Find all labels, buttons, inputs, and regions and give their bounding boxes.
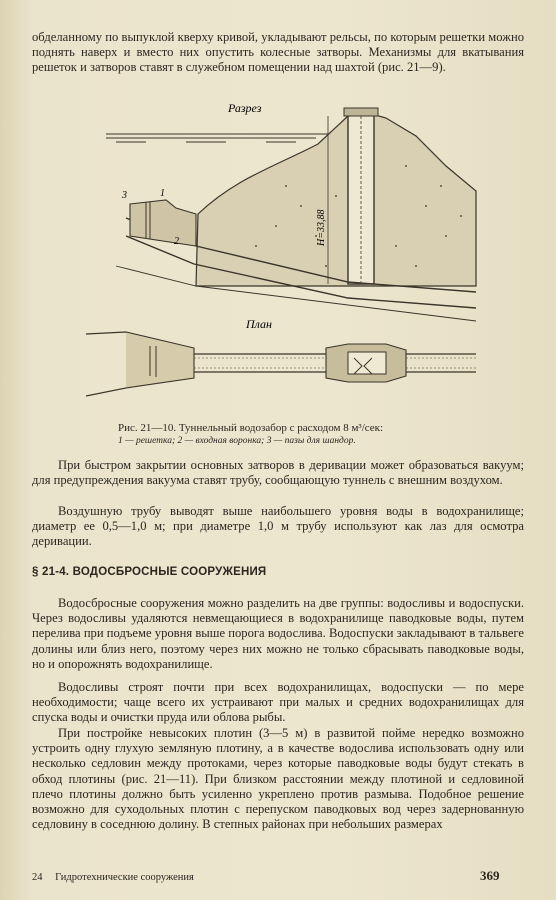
figure-tunnel-intake [86, 96, 486, 416]
height-label: H=33,88 [316, 209, 327, 246]
signature-title: Гидротехнические сооружения [55, 872, 194, 883]
section-heading: § 21-4. ВОДОСБРОСНЫЕ СООРУЖЕНИЯ [32, 566, 267, 578]
plan-view [86, 332, 476, 396]
section-paragraph-1: Водосбросные сооружения можно разделить на две группы: водосливы и водоспуски. Через водосливы удаляются невмещающиеся в водохранилище паводковые воды, путем перелива при подъеме уровня выше порога водослива. Водоспуски закладывают в тальвеге долины или близ него, поэтому через них можно не только сбрасывать паводковые воды, но и опорожнять водохранилище. [32, 596, 524, 671]
signature-line [32, 872, 194, 883]
figure-caption [118, 422, 478, 448]
marker-1: 1 [160, 188, 165, 199]
page-number: 369 [480, 868, 500, 883]
section-paragraph-3: При постройке невысоких плотин (3—5 м) в развитой пойме нередко возможно устроить одну глухую земляную плотину, а в качестве водослива использовать одну или несколько седловин между протоками, через которые паводковые воды будут стекать в обход плотины (рис. 21—11). При близком расстоянии между плотиной и седловиной плечо плотины должно быть усиленно укреплено против размыва. Подобное решение возможно для суходольных плотин с перепуском паводковых вод через задернованную седловину в соседнюю долину. В степных районах при небольших размерах [32, 726, 524, 832]
figure-drawing [86, 96, 486, 416]
signature-number: 24 [32, 872, 43, 883]
caption-legend: 1 — решетка; 2 — входная воронка; 3 — пазы для шандор. [118, 436, 356, 446]
intake-funnel [130, 200, 196, 246]
plan-label: План [246, 317, 272, 331]
water-surface [106, 134, 336, 142]
rock-mass [196, 110, 476, 286]
marker-3: 3 [122, 190, 127, 201]
marker-2: 2 [174, 236, 179, 247]
intro-paragraph: обделанному по выпуклой кверху кривой, укладывают рельсы, по которым решетки можно поднять наверх и вместо них опустить колесные затворы. Механизмы для вкатывания решеток и затворов ставят в служебном помещении над шахтой (рис. 21—9). [32, 30, 524, 75]
paragraph-air-pipe: Воздушную трубу выводят выше наибольшего уровня воды в водохранилище; диаметр ее 0,5—1,0 м; при диаметре 1,0 м трубу используют как лаз для осмотра деривации. [32, 504, 524, 549]
caption-title: Рис. 21—10. Туннельный водозабор с расходом 8 м³/сек: [118, 422, 384, 434]
section-label: Разрез [228, 101, 262, 115]
section-paragraph-2: Водосливы строят почти при всех водохранилищах, водоспуски — по мере необходимости; чаще всего их устраивают при малых и средних водохранилищах для спуска воды и очистки пруда или облова рыбы. [32, 680, 524, 725]
paragraph-vacuum: При быстром закрытии основных затворов в деривации может образоваться вакуум; для предупреждения вакуума ставят трубу, сообщающую туннель с внешним воздухом. [32, 458, 524, 488]
